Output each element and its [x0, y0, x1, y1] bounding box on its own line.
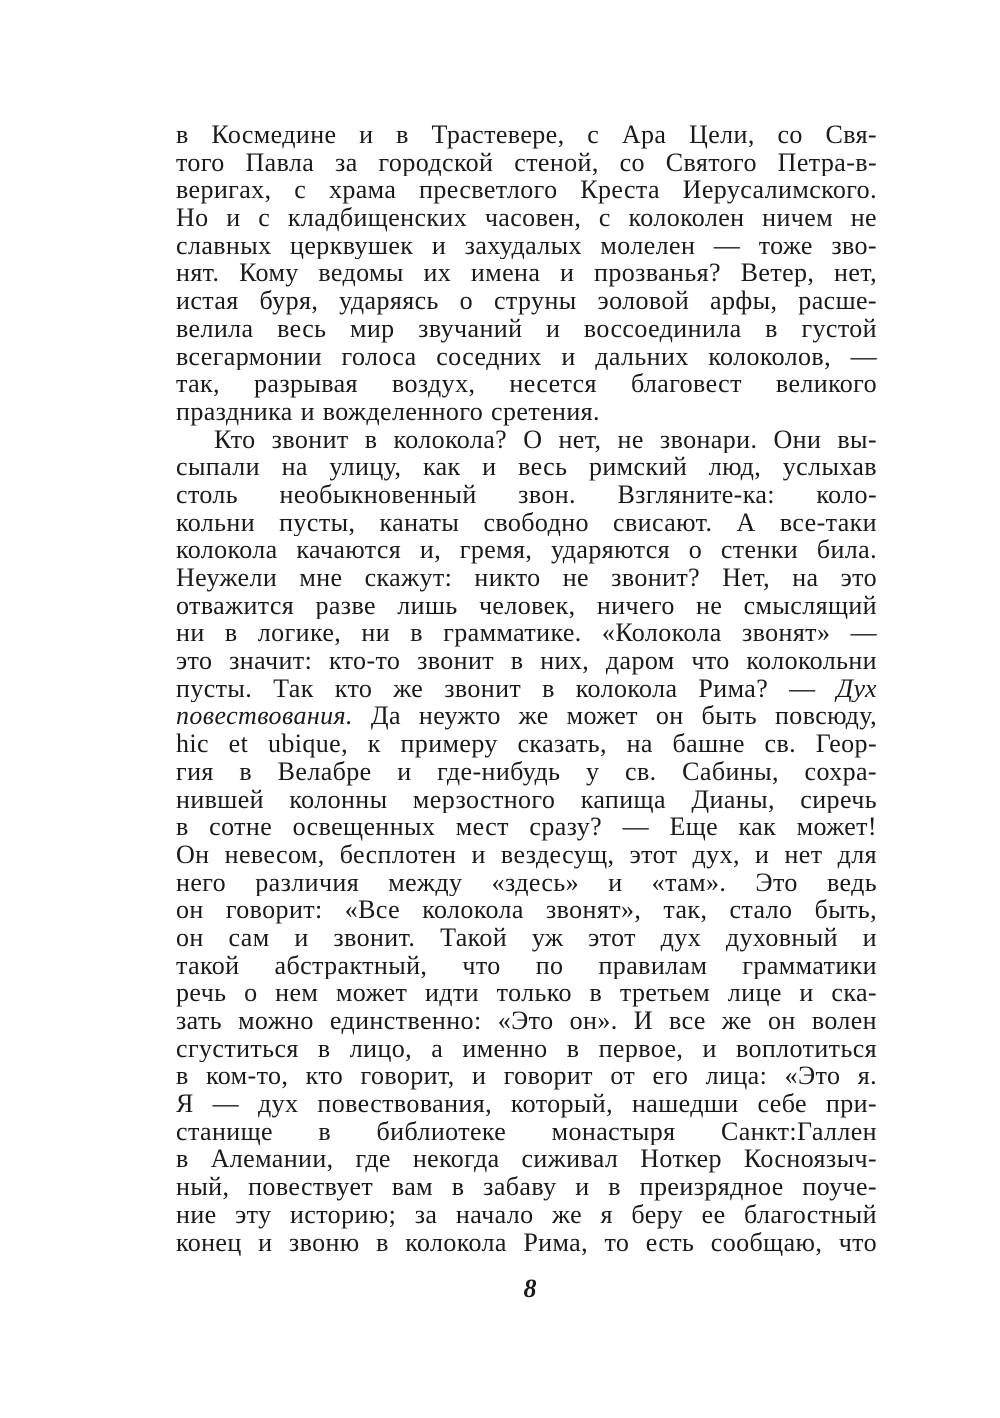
text-line: сыпали на улицу, как и весь римский люд, услыхав	[176, 453, 877, 481]
text-line: станище в библиотеке монастыря Санкт:Галлен	[176, 1117, 877, 1146]
text-line: отважится разве лишь человек, ничего не смыслящий	[176, 591, 877, 620]
italic-text-segment: повествования.	[176, 702, 353, 731]
text-line: Неужели мне скажут: никто не звонит? Нет, на это	[176, 564, 877, 592]
text-line: конец и звоню в колокола Рима, то есть сообщаю, что	[176, 1228, 877, 1257]
text-line: Он невесом, бесплотен и вездесущ, этот дух, и нет для	[176, 840, 877, 869]
text-line: нившей колонны мерзостного капища Дианы, сиречь	[176, 785, 877, 814]
text-line: кольни пусты, канаты свободно свисают. А все-таки	[176, 508, 877, 537]
text-line: hic et ubique, к примеру сказать, на башне св. Геор-	[176, 730, 877, 758]
text-line: истая буря, ударяясь о струны эоловой арфы, расше-	[176, 287, 877, 315]
text-line: он сам и звонит. Такой уж этот дух духовный и	[176, 923, 877, 952]
text-line: в Космедине и в Трастевере, с Ара Цели, со Свя-	[176, 121, 877, 149]
text-line: велила весь мир звучаний и воссоединила в густой	[176, 314, 877, 343]
text-line: это значит: кто-то звонит в них, даром что колокольни	[176, 647, 877, 675]
body-text	[176, 121, 877, 1256]
text-line: Я — дух повествования, который, нашедши себе при-	[176, 1090, 877, 1118]
text-line: того Павла за городской стеной, со Святого Петра-в-	[176, 148, 877, 177]
text-line: в Алемании, где некогда сиживал Ноткер Косноязыч-	[176, 1145, 877, 1174]
text-line: славных церквушек и захудалых молелен — тоже зво-	[176, 231, 877, 260]
text-line: него различия между «здесь» и «там». Это ведь	[176, 868, 877, 897]
text-segment: Да неужто же может он быть повсюду,	[352, 702, 877, 731]
text-line: он говорит: «Все колокола звонят», так, стало быть,	[176, 896, 877, 924]
text-line: ние эту историю; за начало же я беру ее благостный	[176, 1200, 877, 1229]
text-line: зать можно единственно: «Это он». И все же он волен	[176, 1007, 877, 1035]
text-line	[176, 675, 877, 703]
text-line: гия в Велабре и где-нибудь у св. Сабины, сохра-	[176, 757, 877, 786]
paragraph-2	[176, 426, 877, 1257]
text-segment: пусты. Так кто же звонит в колокола Рима? —	[176, 674, 837, 703]
text-line: столь необыкновенный звон. Взгляните-ка: коло-	[176, 480, 877, 509]
text-line: сгуститься в лицо, а именно в первое, и воплотиться	[176, 1034, 877, 1063]
text-line: ни в логике, ни в грамматике. «Колокола звонят» —	[176, 619, 877, 648]
text-line: речь о нем может идти только в третьем лице и ска-	[176, 979, 877, 1007]
text-line: Но и с кладбищенских часовен, с колоколен ничем не	[176, 204, 877, 232]
text-line: ный, повествует вам в забаву и в преизрядное поуче-	[176, 1173, 877, 1201]
page-number: 8	[523, 1274, 537, 1303]
text-line: в сотне освещенных мест сразу? — Еще как может!	[176, 813, 877, 841]
text-line: веригах, с храма пресветлого Креста Иерусалимского.	[176, 176, 877, 205]
text-line: в ком-то, кто говорит, и говорит от его лица: «Это я.	[176, 1062, 877, 1091]
text-line: колокола качаются и, гремя, ударяются о стенки била.	[176, 536, 877, 564]
text-line: Кто звонит в колокола? О нет, не звонари. Они вы-	[214, 425, 877, 454]
text-line: праздника и вожделенного сретения.	[176, 397, 600, 426]
text-line: так, разрывая воздух, несется благовест великого	[176, 370, 877, 398]
text-line	[176, 702, 877, 730]
text-line: нят. Кому ведомы их имена и прозванья? Ветер, нет,	[176, 259, 877, 288]
italic-text-segment: Дух	[836, 674, 877, 703]
paragraph-1	[176, 121, 877, 426]
text-line: всегармонии голоса соседних и дальних колоколов, —	[176, 342, 877, 371]
text-line: такой абстрактный, что по правилам грамматики	[176, 951, 877, 980]
